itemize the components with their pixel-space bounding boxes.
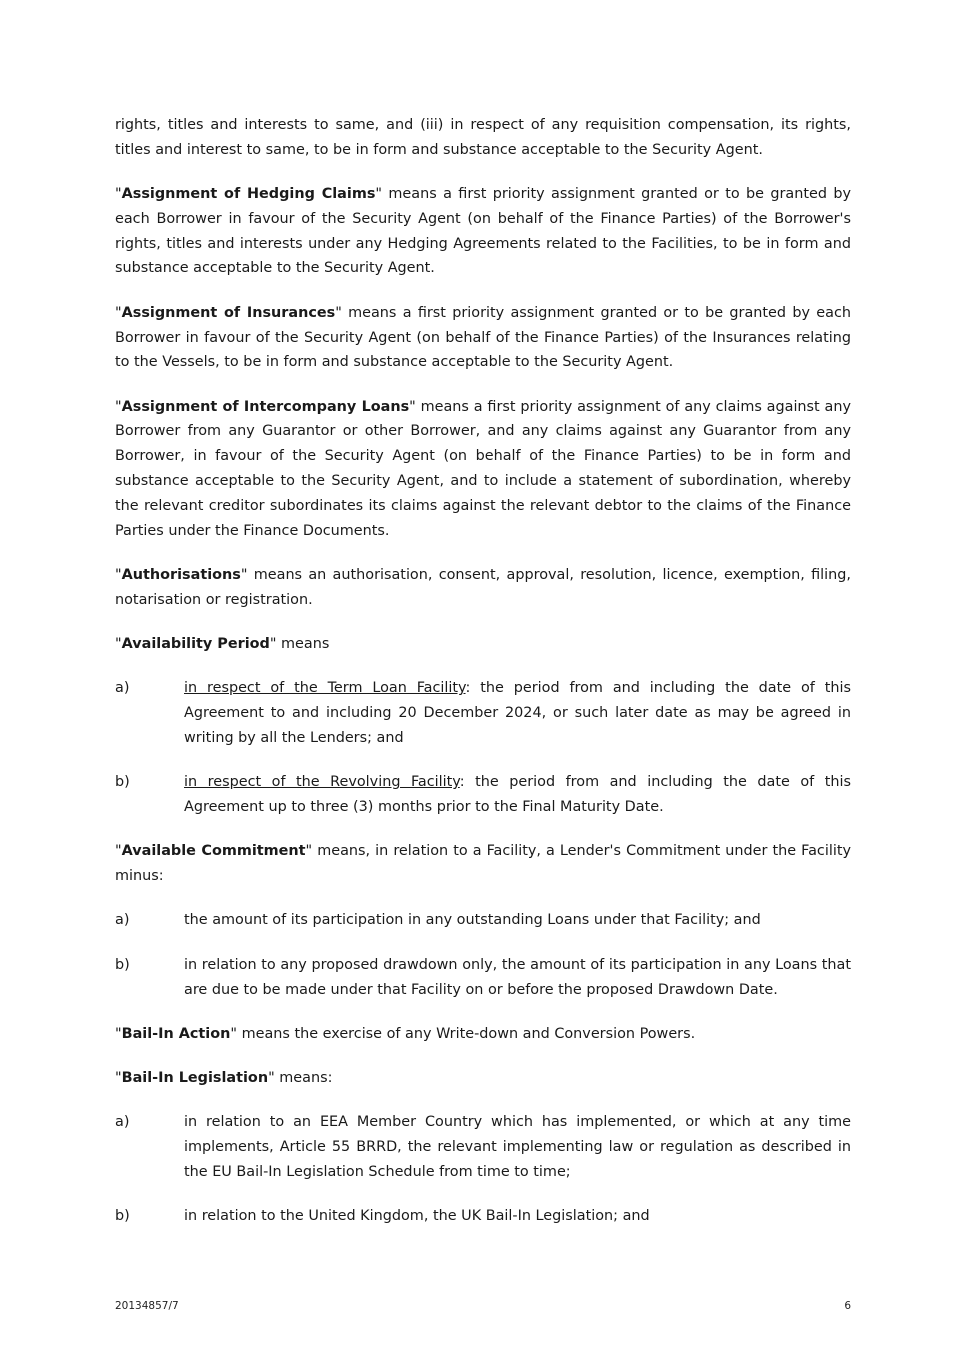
quote-close: " <box>375 186 383 203</box>
quote-open: " <box>115 1070 122 1087</box>
list-item-body: : the period from and including the date of this Agreement to and including 20 December 2024, or such later date as may be agreed in writing by all the Lenders; and <box>184 680 851 746</box>
defined-term: Availability Period <box>121 636 270 653</box>
quote-open: " <box>115 398 122 415</box>
list-item-body: : the period from and including the date of this Agreement up to three (3) months prior to the Final Maturity Date. <box>184 774 851 816</box>
defined-term: Available Commitment <box>121 843 306 860</box>
list-item <box>115 1204 851 1229</box>
definition-assignment-of-insurances <box>115 301 851 375</box>
definition-text: means <box>276 636 330 653</box>
list-marker: b) <box>115 956 130 973</box>
quote-close: " <box>335 304 342 321</box>
defined-term: Bail-In Action <box>121 1025 231 1042</box>
page-footer <box>115 1300 851 1312</box>
definition-text: means: <box>274 1070 333 1087</box>
document-page <box>115 113 851 1249</box>
definition-text: means a first priority assignment of any claims against any Borrower from any Guarantor or other Borrower, and any claims against any Guarantor from any Borrower, in favour of the Security Agent (on behalf of the Finance Parties) to be in form and substance acceptable to the Security Agent, and to include a statement of subordination, whereby the relevant creditor subordinates its claims against the relevant debtor to the claims of the Finance Parties under the Finance Documents. <box>115 398 851 539</box>
list-item <box>115 676 851 750</box>
list-marker: a) <box>115 680 130 697</box>
list-marker: b) <box>115 1208 130 1225</box>
quote-close: " <box>409 398 416 415</box>
list-item-text: in relation to an EEA Member Country which has implemented, or which at any time implements, Article 55 BRRD, the relevant implementing law or regulation as described in the EU Bail-In Legislation Schedule from time to time; <box>184 1114 851 1180</box>
list-item-text: the amount of its participation in any outstanding Loans under that Facility; and <box>184 912 761 929</box>
underlined-heading: in respect of the Revolving Facility <box>184 774 460 791</box>
quote-close: " <box>269 636 277 653</box>
definition-text: means, in relation to a Facility, a Lender's Commitment under the Facility minus: <box>115 843 851 885</box>
definition-assignment-of-hedging-claims <box>115 182 851 281</box>
continuation-paragraph: rights, titles and interests to same, and (iii) in respect of any requisition compensation, its rights, titles and interest to same, to be in form and substance acceptable to the Security Agent. <box>115 117 851 158</box>
list-item-text: in relation to any proposed drawdown only, the amount of its participation in any Loans that are due to be made under that Facility on or before the proposed Drawdown Date. <box>184 956 851 998</box>
document-reference: 20134857/7 <box>115 1300 179 1312</box>
definition-bail-in-legislation <box>115 1066 851 1091</box>
quote-close: " <box>305 843 313 860</box>
quote-open: " <box>115 1025 122 1042</box>
list-marker: b) <box>115 774 130 791</box>
quote-close: " <box>268 1070 275 1087</box>
defined-term: Authorisations <box>121 566 241 583</box>
list-item-text <box>184 770 851 820</box>
list-item-text <box>184 676 851 750</box>
quote-close: " <box>230 1025 237 1042</box>
definition-available-commitment <box>115 839 851 889</box>
definition-text: means a first priority assignment granted or to be granted by each Borrower in favour of the Security Agent (on behalf of the Finance Parties) of the Borrower's rights, titles and interests under any Hedging Agreements related to the Facilities, to be in form and substance acceptable to the Security Agent. <box>115 186 852 277</box>
quote-open: " <box>115 186 122 203</box>
list-marker: a) <box>115 912 130 929</box>
definition-availability-period <box>115 632 851 657</box>
definition-text: means an authorisation, consent, approval, resolution, licence, exemption, filing, notarisation or registration. <box>115 566 851 608</box>
list-item <box>115 770 851 820</box>
defined-term: Assignment of Insurances <box>121 304 336 321</box>
quote-close: " <box>240 566 248 583</box>
quote-open: " <box>115 304 122 321</box>
defined-term: Assignment of Hedging Claims <box>121 186 376 203</box>
quote-open: " <box>115 636 122 653</box>
definition-assignment-of-intercompany-loans <box>115 395 851 544</box>
definition-authorisations <box>115 563 851 613</box>
definition-text: means a first priority assignment granted or to be granted by each Borrower in favour of the Security Agent (on behalf of the Finance Parties) of the Insurances relating to the Vessels, to be in form and substance acceptable to the Security Agent. <box>115 304 851 371</box>
list-item <box>115 953 851 1003</box>
quote-open: " <box>115 843 122 860</box>
page-number: 6 <box>844 1300 851 1312</box>
list-item <box>115 1110 851 1184</box>
list-item-text: in relation to the United Kingdom, the UK Bail-In Legislation; and <box>184 1208 650 1225</box>
definition-bail-in-action <box>115 1022 851 1047</box>
defined-term: Assignment of Intercompany Loans <box>121 398 410 415</box>
quote-open: " <box>115 566 122 583</box>
underlined-heading: in respect of the Term Loan Facility <box>184 680 466 697</box>
definition-text: means the exercise of any Write-down and Conversion Powers. <box>237 1025 696 1042</box>
list-marker: a) <box>115 1114 130 1131</box>
list-item <box>115 908 851 933</box>
defined-term: Bail-In Legislation <box>121 1070 269 1087</box>
